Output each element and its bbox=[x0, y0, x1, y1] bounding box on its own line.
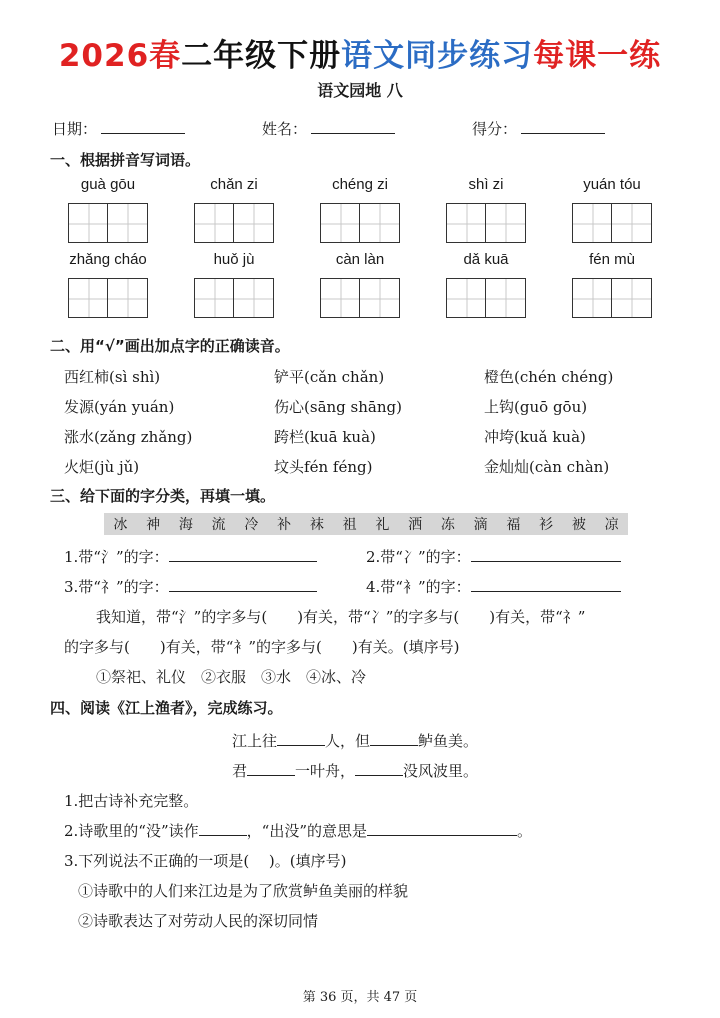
grid-cell[interactable] bbox=[612, 203, 652, 243]
reading-item bbox=[274, 396, 402, 417]
poem-line1-part3: 鲈鱼美。 bbox=[418, 732, 479, 750]
section2-heading: 二、用“√”画出加点字的正确读音。 bbox=[50, 337, 290, 355]
section1-heading: 一、根据拼音写词语。 bbox=[50, 151, 201, 169]
word-prefix: 火 bbox=[64, 458, 80, 476]
writing-grid[interactable] bbox=[192, 203, 276, 243]
word-prefix: 西红 bbox=[64, 368, 95, 386]
date-label: 日期： bbox=[52, 120, 98, 138]
pinyin-word bbox=[444, 249, 528, 318]
poem-question2-part1: 2.诗歌里的“没”读作 bbox=[64, 822, 199, 840]
pinyin-word bbox=[66, 174, 150, 243]
bank-char: 洒 bbox=[408, 517, 423, 533]
bank-char: 被 bbox=[571, 517, 586, 533]
writing-grid[interactable] bbox=[444, 278, 528, 318]
poem-line1-blank2[interactable] bbox=[370, 731, 418, 746]
reading-item bbox=[274, 366, 384, 387]
classify-q2 bbox=[366, 546, 621, 567]
pronunciation-blank[interactable] bbox=[199, 821, 247, 836]
section3-heading: 三、给下面的字分类，再填一填。 bbox=[50, 487, 276, 505]
poem-line2 bbox=[232, 760, 478, 781]
worksheet-banner-title bbox=[0, 30, 720, 75]
pinyin-word bbox=[318, 174, 402, 243]
grid-cell[interactable] bbox=[194, 203, 234, 243]
reading-options[interactable]: (sì shì) bbox=[109, 368, 161, 386]
date-blank[interactable] bbox=[101, 119, 185, 134]
reading-item bbox=[484, 456, 609, 477]
bank-char: 袜 bbox=[309, 517, 324, 533]
grid-cell[interactable] bbox=[320, 203, 360, 243]
classify-q2-label: 2.带“冫”的字： bbox=[366, 548, 471, 566]
grid-cell[interactable] bbox=[320, 278, 360, 318]
pinyin-text: dǎ kuā bbox=[463, 251, 509, 268]
poem-line2-part1: 君 bbox=[232, 762, 248, 780]
pinyin-word bbox=[192, 174, 276, 243]
pinyin-text: chéng zi bbox=[332, 176, 388, 193]
poem-line2-blank2[interactable] bbox=[355, 761, 403, 776]
reading-item bbox=[274, 456, 372, 477]
name-field bbox=[262, 118, 395, 139]
pinyin-text: fén mù bbox=[589, 251, 635, 268]
lesson-subtitle: 语文园地 八 bbox=[317, 81, 403, 100]
classify-q4 bbox=[366, 576, 621, 597]
bank-char: 祖 bbox=[342, 517, 357, 533]
dotted-char: 灿 bbox=[499, 458, 515, 476]
grid-cell[interactable] bbox=[234, 203, 274, 243]
writing-grid[interactable] bbox=[444, 203, 528, 243]
dotted-char: 心 bbox=[289, 398, 305, 416]
bank-char: 衫 bbox=[539, 517, 554, 533]
score-field bbox=[472, 118, 605, 139]
knowledge-paragraph-line2: 的字多与( )有关，带“衤”的字多与( )有关。(填序号) bbox=[64, 638, 460, 656]
grid-cell[interactable] bbox=[612, 278, 652, 318]
dotted-char: 栏 bbox=[289, 428, 305, 446]
page-number: 第 36 页，共 47 页 bbox=[302, 990, 418, 1005]
pinyin-word bbox=[318, 249, 402, 318]
reading-options[interactable]: fén féng) bbox=[304, 458, 373, 476]
title-subject: 语文同步练习 bbox=[341, 38, 534, 74]
meaning-blank[interactable] bbox=[367, 821, 517, 836]
bank-char: 冰 bbox=[113, 517, 128, 533]
pinyin-word bbox=[570, 249, 654, 318]
dotted-char: 铲 bbox=[274, 368, 290, 386]
dotted-char: 坟 bbox=[274, 458, 290, 476]
classify-q2-blank[interactable] bbox=[471, 547, 621, 562]
reading-item bbox=[64, 366, 160, 387]
grid-cell[interactable] bbox=[446, 203, 486, 243]
grid-cell[interactable] bbox=[360, 203, 400, 243]
reading-options[interactable]: (cǎn chǎn) bbox=[304, 368, 385, 386]
bank-char: 礼 bbox=[375, 517, 390, 533]
pinyin-word bbox=[66, 249, 150, 318]
classify-q4-label: 4.带“衤”的字： bbox=[366, 578, 471, 596]
poem-question3-option2: ②诗歌表达了对劳动人民的深切同情 bbox=[78, 912, 319, 930]
answer-options: ①祭祀、礼仪 ②衣服 ③水 ④冰、冷 bbox=[96, 668, 367, 686]
poem-line2-part3: 没风波里。 bbox=[403, 762, 479, 780]
poem-question2-part3: 。 bbox=[517, 822, 533, 840]
reading-item bbox=[274, 426, 376, 447]
writing-grid[interactable] bbox=[570, 278, 654, 318]
writing-grid[interactable] bbox=[66, 203, 150, 243]
date-field bbox=[52, 118, 185, 139]
grid-cell[interactable] bbox=[572, 203, 612, 243]
word-prefix: 冲 bbox=[484, 428, 500, 446]
title-practice: 每课一练 bbox=[533, 38, 662, 74]
word-prefix: 伤 bbox=[274, 398, 290, 416]
writing-grid[interactable] bbox=[192, 278, 276, 318]
classify-q3-blank[interactable] bbox=[169, 577, 317, 592]
poem-question2 bbox=[64, 820, 532, 841]
reading-item bbox=[64, 396, 174, 417]
score-label: 得分： bbox=[472, 120, 518, 138]
pinyin-word bbox=[444, 174, 528, 243]
reading-item bbox=[64, 426, 192, 447]
bank-char: 流 bbox=[211, 517, 226, 533]
poem-question3-option1: ①诗歌中的人们来江边是为了欣赏鲈鱼美丽的样貌 bbox=[78, 882, 409, 900]
character-bank bbox=[104, 513, 628, 535]
title-year: 2026春 bbox=[58, 38, 182, 74]
word-prefix: 发 bbox=[64, 398, 80, 416]
pinyin-word bbox=[570, 174, 654, 243]
word-prefix: 金 bbox=[484, 458, 500, 476]
dotted-char: 源 bbox=[79, 398, 95, 416]
classify-q1-blank[interactable] bbox=[169, 547, 317, 562]
classify-q1-label: 1.带“氵”的字： bbox=[64, 548, 169, 566]
bank-char: 福 bbox=[506, 517, 521, 533]
dotted-char: 橙 bbox=[484, 368, 500, 386]
bank-char: 神 bbox=[146, 517, 161, 533]
writing-grid[interactable] bbox=[318, 278, 402, 318]
title-grade: 二年级下册 bbox=[181, 38, 342, 74]
grid-cell[interactable] bbox=[486, 278, 526, 318]
poem-line1-part2: 人，但 bbox=[325, 732, 371, 750]
score-blank[interactable] bbox=[521, 119, 605, 134]
classify-q4-blank[interactable] bbox=[471, 577, 621, 592]
word-suffix: 水 bbox=[79, 428, 95, 446]
reading-options[interactable]: (zǎng zhǎng) bbox=[94, 428, 193, 446]
poem-question1: 1.把古诗补充完整。 bbox=[64, 792, 199, 810]
word-suffix: 灿 bbox=[514, 458, 530, 476]
pinyin-text: càn làn bbox=[335, 251, 385, 268]
grid-cell[interactable] bbox=[194, 278, 234, 318]
classify-q3-label: 3.带“礻”的字： bbox=[64, 578, 169, 596]
pinyin-word bbox=[192, 249, 276, 318]
reading-item bbox=[484, 366, 613, 387]
grid-cell[interactable] bbox=[68, 278, 108, 318]
bank-char: 滴 bbox=[473, 517, 488, 533]
name-label: 姓名： bbox=[262, 120, 308, 138]
grid-cell[interactable] bbox=[234, 278, 274, 318]
dotted-char: 炬 bbox=[79, 458, 95, 476]
reading-options[interactable]: (sāng shāng) bbox=[304, 398, 402, 416]
dotted-char: 垮 bbox=[499, 428, 515, 446]
grid-cell[interactable] bbox=[108, 203, 148, 243]
pinyin-text: yuán tóu bbox=[583, 176, 641, 193]
bank-char: 补 bbox=[277, 517, 292, 533]
poem-line2-part2: 一叶舟， bbox=[295, 762, 356, 780]
bank-char: 冻 bbox=[440, 517, 455, 533]
writing-grid[interactable] bbox=[570, 203, 654, 243]
name-blank[interactable] bbox=[311, 119, 395, 134]
pinyin-text: shì zi bbox=[468, 176, 504, 193]
reading-options[interactable]: (yán yuán) bbox=[94, 398, 175, 416]
pinyin-text: chǎn zi bbox=[210, 176, 258, 193]
word-suffix: 平 bbox=[289, 368, 305, 386]
bank-char: 海 bbox=[178, 517, 193, 533]
classify-q1 bbox=[64, 546, 317, 567]
writing-grid[interactable] bbox=[66, 278, 150, 318]
dotted-char: 涨 bbox=[64, 428, 80, 446]
poem-line1 bbox=[232, 730, 478, 751]
reading-options[interactable]: (chén chéng) bbox=[514, 368, 614, 386]
reading-options[interactable]: (càn chàn) bbox=[529, 458, 610, 476]
grid-cell[interactable] bbox=[68, 203, 108, 243]
word-suffix: 色 bbox=[499, 368, 515, 386]
poem-question2-part2: ，“出没”的意思是 bbox=[246, 822, 367, 840]
word-suffix: 头 bbox=[289, 458, 305, 476]
knowledge-paragraph-line1: 我知道，带“氵”的字多与( )有关，带“冫”的字多与( )有关，带“礻” bbox=[96, 608, 586, 626]
reading-item bbox=[484, 426, 586, 447]
reading-item bbox=[64, 456, 139, 477]
word-prefix: 上 bbox=[484, 398, 500, 416]
reading-options[interactable]: (jù jǔ) bbox=[94, 458, 140, 476]
reading-options[interactable]: (kuǎ kuà) bbox=[514, 428, 586, 446]
grid-cell[interactable] bbox=[108, 278, 148, 318]
reading-options[interactable]: (kuā kuà) bbox=[304, 428, 376, 446]
pinyin-text: guà gōu bbox=[80, 176, 136, 193]
pinyin-text: zhǎng cháo bbox=[69, 251, 147, 268]
reading-item bbox=[484, 396, 587, 417]
poem-line2-blank1[interactable] bbox=[247, 761, 295, 776]
grid-cell[interactable] bbox=[572, 278, 612, 318]
dotted-char: 钩 bbox=[499, 398, 515, 416]
word-prefix: 跨 bbox=[274, 428, 290, 446]
reading-options[interactable]: (guō gōu) bbox=[514, 398, 588, 416]
grid-cell[interactable] bbox=[360, 278, 400, 318]
classify-q3 bbox=[64, 576, 317, 597]
dotted-char: 柿 bbox=[94, 368, 110, 386]
bank-char: 凉 bbox=[604, 517, 619, 533]
grid-cell[interactable] bbox=[486, 203, 526, 243]
poem-line1-part1: 江上往 bbox=[232, 732, 278, 750]
grid-cell[interactable] bbox=[446, 278, 486, 318]
pinyin-text: huǒ jù bbox=[213, 251, 255, 268]
poem-question3: 3.下列说法不正确的一项是( )。(填序号) bbox=[64, 852, 347, 870]
bank-char: 冷 bbox=[244, 517, 259, 533]
poem-line1-blank1[interactable] bbox=[277, 731, 325, 746]
writing-grid[interactable] bbox=[318, 203, 402, 243]
section4-heading: 四、阅读《江上渔者》，完成练习。 bbox=[50, 699, 283, 717]
